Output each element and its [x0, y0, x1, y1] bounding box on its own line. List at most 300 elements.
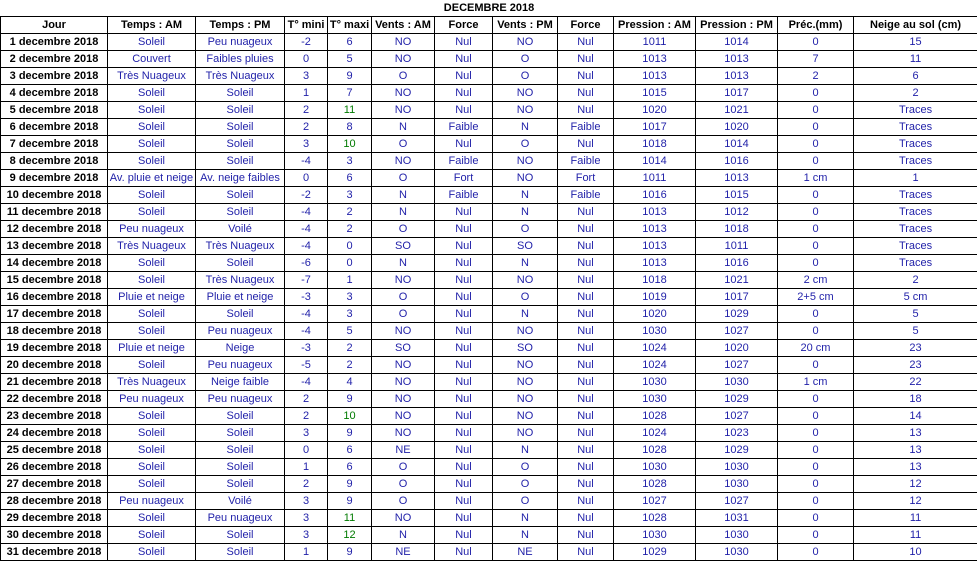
- cell-t-mini[interactable]: 2: [285, 119, 328, 136]
- cell-vents-pm[interactable]: SO: [493, 340, 558, 357]
- cell-t-maxi[interactable]: 3: [328, 153, 372, 170]
- cell-temps-pm[interactable]: Faibles pluies: [196, 51, 285, 68]
- cell-t-maxi[interactable]: 4: [328, 374, 372, 391]
- cell-vents-am[interactable]: NO: [372, 102, 435, 119]
- cell-neige-au-sol[interactable]: 14: [854, 408, 977, 425]
- cell-pression-am[interactable]: 1024: [614, 340, 696, 357]
- cell-vents-am[interactable]: NO: [372, 357, 435, 374]
- cell-vents-pm[interactable]: O: [493, 221, 558, 238]
- cell-day[interactable]: 27 decembre 2018: [1, 476, 108, 493]
- cell-pression-am[interactable]: 1030: [614, 391, 696, 408]
- cell-t-mini[interactable]: -7: [285, 272, 328, 289]
- cell-pression-am[interactable]: 1013: [614, 255, 696, 272]
- cell-temps-am[interactable]: Peu nuageux: [108, 493, 196, 510]
- cell-t-maxi[interactable]: 7: [328, 85, 372, 102]
- cell-vents-am[interactable]: NE: [372, 442, 435, 459]
- cell-vents-pm[interactable]: NO: [493, 85, 558, 102]
- cell-temps-pm[interactable]: Soleil: [196, 85, 285, 102]
- cell-neige-au-sol[interactable]: 11: [854, 51, 977, 68]
- cell-precipitation[interactable]: 2+5 cm: [778, 289, 854, 306]
- cell-day[interactable]: 29 decembre 2018: [1, 510, 108, 527]
- cell-temps-pm[interactable]: Soleil: [196, 442, 285, 459]
- cell-pression-am[interactable]: 1013: [614, 238, 696, 255]
- cell-pression-pm[interactable]: 1029: [696, 306, 778, 323]
- cell-force-pm[interactable]: Faible: [558, 187, 614, 204]
- cell-t-mini[interactable]: 2: [285, 408, 328, 425]
- cell-t-maxi[interactable]: 11: [328, 510, 372, 527]
- cell-t-mini[interactable]: 3: [285, 510, 328, 527]
- cell-pression-pm[interactable]: 1016: [696, 255, 778, 272]
- cell-vents-am[interactable]: N: [372, 187, 435, 204]
- cell-t-maxi[interactable]: 10: [328, 136, 372, 153]
- cell-t-maxi[interactable]: 2: [328, 204, 372, 221]
- cell-vents-am[interactable]: NO: [372, 85, 435, 102]
- cell-pression-pm[interactable]: 1011: [696, 238, 778, 255]
- cell-precipitation[interactable]: 2 cm: [778, 272, 854, 289]
- cell-pression-am[interactable]: 1024: [614, 425, 696, 442]
- cell-temps-pm[interactable]: Soleil: [196, 408, 285, 425]
- cell-neige-au-sol[interactable]: 13: [854, 442, 977, 459]
- cell-day[interactable]: 17 decembre 2018: [1, 306, 108, 323]
- cell-t-maxi[interactable]: 6: [328, 34, 372, 51]
- cell-temps-pm[interactable]: Peu nuageux: [196, 34, 285, 51]
- cell-pression-pm[interactable]: 1029: [696, 391, 778, 408]
- cell-neige-au-sol[interactable]: 13: [854, 425, 977, 442]
- cell-precipitation[interactable]: 0: [778, 204, 854, 221]
- cell-day[interactable]: 6 decembre 2018: [1, 119, 108, 136]
- cell-t-maxi[interactable]: 0: [328, 238, 372, 255]
- cell-day[interactable]: 26 decembre 2018: [1, 459, 108, 476]
- cell-temps-am[interactable]: Peu nuageux: [108, 221, 196, 238]
- cell-day[interactable]: 8 decembre 2018: [1, 153, 108, 170]
- cell-temps-pm[interactable]: Soleil: [196, 255, 285, 272]
- cell-t-maxi[interactable]: 2: [328, 340, 372, 357]
- cell-temps-pm[interactable]: Soleil: [196, 459, 285, 476]
- cell-temps-pm[interactable]: Très Nuageux: [196, 68, 285, 85]
- cell-t-maxi[interactable]: 12: [328, 527, 372, 544]
- cell-pression-pm[interactable]: 1014: [696, 136, 778, 153]
- cell-day[interactable]: 31 decembre 2018: [1, 544, 108, 561]
- cell-vents-pm[interactable]: NO: [493, 425, 558, 442]
- cell-vents-pm[interactable]: N: [493, 187, 558, 204]
- cell-t-maxi[interactable]: 2: [328, 357, 372, 374]
- cell-force-pm[interactable]: Faible: [558, 119, 614, 136]
- cell-t-mini[interactable]: -2: [285, 187, 328, 204]
- cell-precipitation[interactable]: 0: [778, 442, 854, 459]
- cell-pression-am[interactable]: 1020: [614, 306, 696, 323]
- cell-day[interactable]: 4 decembre 2018: [1, 85, 108, 102]
- cell-neige-au-sol[interactable]: 1: [854, 170, 977, 187]
- cell-t-mini[interactable]: 0: [285, 442, 328, 459]
- cell-force-pm[interactable]: Nul: [558, 323, 614, 340]
- cell-pression-am[interactable]: 1027: [614, 493, 696, 510]
- cell-vents-pm[interactable]: NO: [493, 153, 558, 170]
- cell-neige-au-sol[interactable]: 12: [854, 476, 977, 493]
- cell-force-am[interactable]: Nul: [435, 510, 493, 527]
- cell-temps-pm[interactable]: Très Nuageux: [196, 272, 285, 289]
- cell-force-am[interactable]: Nul: [435, 289, 493, 306]
- cell-precipitation[interactable]: 0: [778, 544, 854, 561]
- cell-force-pm[interactable]: Nul: [558, 442, 614, 459]
- cell-force-am[interactable]: Nul: [435, 408, 493, 425]
- cell-t-mini[interactable]: -3: [285, 340, 328, 357]
- cell-neige-au-sol[interactable]: 10: [854, 544, 977, 561]
- cell-day[interactable]: 28 decembre 2018: [1, 493, 108, 510]
- cell-force-am[interactable]: Nul: [435, 221, 493, 238]
- header-force-pm[interactable]: Force: [558, 17, 614, 34]
- cell-t-mini[interactable]: 0: [285, 170, 328, 187]
- cell-pression-am[interactable]: 1028: [614, 442, 696, 459]
- cell-vents-pm[interactable]: O: [493, 136, 558, 153]
- cell-vents-pm[interactable]: O: [493, 476, 558, 493]
- cell-vents-pm[interactable]: O: [493, 459, 558, 476]
- cell-neige-au-sol[interactable]: Traces: [854, 153, 977, 170]
- cell-day[interactable]: 7 decembre 2018: [1, 136, 108, 153]
- cell-day[interactable]: 16 decembre 2018: [1, 289, 108, 306]
- cell-t-mini[interactable]: 3: [285, 527, 328, 544]
- cell-precipitation[interactable]: 0: [778, 510, 854, 527]
- cell-vents-am[interactable]: NO: [372, 51, 435, 68]
- cell-temps-pm[interactable]: Soleil: [196, 544, 285, 561]
- cell-day[interactable]: 9 decembre 2018: [1, 170, 108, 187]
- cell-pression-pm[interactable]: 1020: [696, 340, 778, 357]
- cell-force-am[interactable]: Nul: [435, 459, 493, 476]
- cell-precipitation[interactable]: 0: [778, 85, 854, 102]
- cell-force-pm[interactable]: Faible: [558, 153, 614, 170]
- cell-day[interactable]: 20 decembre 2018: [1, 357, 108, 374]
- cell-day[interactable]: 13 decembre 2018: [1, 238, 108, 255]
- cell-temps-am[interactable]: Soleil: [108, 136, 196, 153]
- cell-neige-au-sol[interactable]: Traces: [854, 102, 977, 119]
- cell-neige-au-sol[interactable]: 5: [854, 323, 977, 340]
- cell-temps-am[interactable]: Soleil: [108, 357, 196, 374]
- cell-pression-am[interactable]: 1020: [614, 102, 696, 119]
- cell-force-am[interactable]: Nul: [435, 544, 493, 561]
- cell-day[interactable]: 21 decembre 2018: [1, 374, 108, 391]
- cell-t-maxi[interactable]: 9: [328, 68, 372, 85]
- cell-temps-am[interactable]: Av. pluie et neige: [108, 170, 196, 187]
- cell-vents-pm[interactable]: O: [493, 289, 558, 306]
- cell-t-mini[interactable]: 1: [285, 544, 328, 561]
- cell-precipitation[interactable]: 0: [778, 119, 854, 136]
- cell-t-mini[interactable]: -6: [285, 255, 328, 272]
- cell-pression-am[interactable]: 1028: [614, 476, 696, 493]
- cell-t-mini[interactable]: -4: [285, 204, 328, 221]
- cell-temps-pm[interactable]: Soleil: [196, 102, 285, 119]
- cell-precipitation[interactable]: 0: [778, 102, 854, 119]
- cell-t-maxi[interactable]: 10: [328, 408, 372, 425]
- cell-temps-pm[interactable]: Voilé: [196, 221, 285, 238]
- cell-neige-au-sol[interactable]: Traces: [854, 221, 977, 238]
- cell-neige-au-sol[interactable]: Traces: [854, 119, 977, 136]
- cell-vents-am[interactable]: NO: [372, 408, 435, 425]
- cell-temps-am[interactable]: Couvert: [108, 51, 196, 68]
- cell-precipitation[interactable]: 20 cm: [778, 340, 854, 357]
- cell-force-am[interactable]: Nul: [435, 306, 493, 323]
- cell-precipitation[interactable]: 0: [778, 306, 854, 323]
- cell-neige-au-sol[interactable]: 5 cm: [854, 289, 977, 306]
- cell-temps-am[interactable]: Soleil: [108, 459, 196, 476]
- cell-vents-am[interactable]: NO: [372, 374, 435, 391]
- cell-temps-pm[interactable]: Soleil: [196, 527, 285, 544]
- cell-vents-am[interactable]: O: [372, 459, 435, 476]
- cell-t-maxi[interactable]: 9: [328, 391, 372, 408]
- cell-precipitation[interactable]: 7: [778, 51, 854, 68]
- cell-temps-am[interactable]: Pluie et neige: [108, 340, 196, 357]
- cell-temps-am[interactable]: Soleil: [108, 408, 196, 425]
- cell-pression-pm[interactable]: 1031: [696, 510, 778, 527]
- cell-neige-au-sol[interactable]: 12: [854, 493, 977, 510]
- cell-vents-pm[interactable]: N: [493, 119, 558, 136]
- cell-pression-pm[interactable]: 1027: [696, 357, 778, 374]
- cell-t-maxi[interactable]: 6: [328, 170, 372, 187]
- cell-vents-pm[interactable]: NO: [493, 272, 558, 289]
- cell-vents-am[interactable]: O: [372, 221, 435, 238]
- cell-temps-am[interactable]: Soleil: [108, 204, 196, 221]
- cell-force-pm[interactable]: Nul: [558, 459, 614, 476]
- cell-pression-am[interactable]: 1029: [614, 544, 696, 561]
- cell-vents-pm[interactable]: NO: [493, 34, 558, 51]
- cell-force-am[interactable]: Nul: [435, 340, 493, 357]
- cell-force-pm[interactable]: Nul: [558, 136, 614, 153]
- cell-force-am[interactable]: Nul: [435, 102, 493, 119]
- cell-temps-pm[interactable]: Soleil: [196, 476, 285, 493]
- cell-temps-am[interactable]: Soleil: [108, 425, 196, 442]
- cell-vents-pm[interactable]: N: [493, 510, 558, 527]
- cell-vents-pm[interactable]: N: [493, 255, 558, 272]
- cell-temps-pm[interactable]: Soleil: [196, 153, 285, 170]
- cell-t-maxi[interactable]: 11: [328, 102, 372, 119]
- cell-vents-pm[interactable]: NO: [493, 170, 558, 187]
- cell-vents-pm[interactable]: NE: [493, 544, 558, 561]
- cell-pression-am[interactable]: 1028: [614, 510, 696, 527]
- cell-force-am[interactable]: Nul: [435, 34, 493, 51]
- cell-vents-am[interactable]: NO: [372, 272, 435, 289]
- cell-pression-pm[interactable]: 1030: [696, 527, 778, 544]
- cell-temps-am[interactable]: Soleil: [108, 527, 196, 544]
- header-vents-am[interactable]: Vents : AM: [372, 17, 435, 34]
- cell-day[interactable]: 24 decembre 2018: [1, 425, 108, 442]
- cell-day[interactable]: 30 decembre 2018: [1, 527, 108, 544]
- cell-t-maxi[interactable]: 3: [328, 306, 372, 323]
- cell-t-maxi[interactable]: 9: [328, 425, 372, 442]
- cell-vents-am[interactable]: NO: [372, 153, 435, 170]
- cell-t-maxi[interactable]: 9: [328, 476, 372, 493]
- cell-pression-am[interactable]: 1018: [614, 272, 696, 289]
- cell-t-mini[interactable]: -4: [285, 238, 328, 255]
- cell-temps-am[interactable]: Soleil: [108, 255, 196, 272]
- cell-vents-pm[interactable]: NO: [493, 408, 558, 425]
- cell-pression-am[interactable]: 1018: [614, 136, 696, 153]
- cell-vents-am[interactable]: NO: [372, 425, 435, 442]
- cell-day[interactable]: 14 decembre 2018: [1, 255, 108, 272]
- cell-pression-pm[interactable]: 1015: [696, 187, 778, 204]
- cell-temps-am[interactable]: Très Nuageux: [108, 238, 196, 255]
- cell-vents-am[interactable]: O: [372, 493, 435, 510]
- cell-pression-am[interactable]: 1017: [614, 119, 696, 136]
- header-t-maxi[interactable]: T° maxi: [328, 17, 372, 34]
- cell-pression-pm[interactable]: 1027: [696, 323, 778, 340]
- cell-precipitation[interactable]: 0: [778, 357, 854, 374]
- cell-t-maxi[interactable]: 5: [328, 51, 372, 68]
- cell-precipitation[interactable]: 0: [778, 425, 854, 442]
- cell-t-mini[interactable]: -3: [285, 289, 328, 306]
- cell-force-am[interactable]: Nul: [435, 323, 493, 340]
- cell-t-mini[interactable]: -5: [285, 357, 328, 374]
- cell-pression-pm[interactable]: 1030: [696, 459, 778, 476]
- cell-t-mini[interactable]: 3: [285, 136, 328, 153]
- cell-pression-am[interactable]: 1019: [614, 289, 696, 306]
- cell-temps-am[interactable]: Soleil: [108, 102, 196, 119]
- cell-force-pm[interactable]: Nul: [558, 340, 614, 357]
- cell-pression-am[interactable]: 1013: [614, 221, 696, 238]
- cell-t-maxi[interactable]: 6: [328, 459, 372, 476]
- cell-force-pm[interactable]: Nul: [558, 527, 614, 544]
- cell-force-am[interactable]: Nul: [435, 85, 493, 102]
- cell-vents-am[interactable]: O: [372, 289, 435, 306]
- cell-temps-am[interactable]: Soleil: [108, 306, 196, 323]
- cell-pression-pm[interactable]: 1016: [696, 153, 778, 170]
- cell-vents-am[interactable]: N: [372, 527, 435, 544]
- cell-force-pm[interactable]: Nul: [558, 102, 614, 119]
- cell-temps-pm[interactable]: Voilé: [196, 493, 285, 510]
- cell-temps-pm[interactable]: Pluie et neige: [196, 289, 285, 306]
- cell-day[interactable]: 10 decembre 2018: [1, 187, 108, 204]
- cell-day[interactable]: 25 decembre 2018: [1, 442, 108, 459]
- cell-force-pm[interactable]: Nul: [558, 238, 614, 255]
- cell-force-pm[interactable]: Nul: [558, 510, 614, 527]
- cell-pression-pm[interactable]: 1021: [696, 102, 778, 119]
- cell-t-mini[interactable]: -4: [285, 323, 328, 340]
- cell-temps-am[interactable]: Très Nuageux: [108, 68, 196, 85]
- cell-vents-am[interactable]: SO: [372, 340, 435, 357]
- cell-pression-pm[interactable]: 1017: [696, 85, 778, 102]
- cell-force-am[interactable]: Nul: [435, 272, 493, 289]
- cell-vents-pm[interactable]: NO: [493, 374, 558, 391]
- cell-vents-pm[interactable]: O: [493, 493, 558, 510]
- cell-temps-am[interactable]: Soleil: [108, 323, 196, 340]
- cell-t-mini[interactable]: 3: [285, 425, 328, 442]
- cell-precipitation[interactable]: 0: [778, 221, 854, 238]
- cell-vents-pm[interactable]: O: [493, 68, 558, 85]
- cell-pression-pm[interactable]: 1030: [696, 544, 778, 561]
- cell-pression-pm[interactable]: 1013: [696, 51, 778, 68]
- cell-temps-pm[interactable]: Soleil: [196, 204, 285, 221]
- cell-force-am[interactable]: Nul: [435, 442, 493, 459]
- cell-neige-au-sol[interactable]: 11: [854, 527, 977, 544]
- cell-force-am[interactable]: Nul: [435, 374, 493, 391]
- cell-temps-pm[interactable]: Peu nuageux: [196, 510, 285, 527]
- cell-vents-pm[interactable]: NO: [493, 323, 558, 340]
- cell-force-pm[interactable]: Nul: [558, 493, 614, 510]
- cell-force-am[interactable]: Nul: [435, 68, 493, 85]
- cell-t-mini[interactable]: 3: [285, 68, 328, 85]
- cell-day[interactable]: 1 decembre 2018: [1, 34, 108, 51]
- cell-temps-pm[interactable]: Neige: [196, 340, 285, 357]
- cell-precipitation[interactable]: 0: [778, 153, 854, 170]
- cell-t-maxi[interactable]: 9: [328, 544, 372, 561]
- cell-t-mini[interactable]: 2: [285, 102, 328, 119]
- cell-neige-au-sol[interactable]: 13: [854, 459, 977, 476]
- cell-vents-pm[interactable]: NO: [493, 102, 558, 119]
- cell-vents-am[interactable]: NO: [372, 510, 435, 527]
- cell-vents-am[interactable]: O: [372, 476, 435, 493]
- cell-neige-au-sol[interactable]: Traces: [854, 136, 977, 153]
- cell-force-pm[interactable]: Nul: [558, 272, 614, 289]
- cell-t-maxi[interactable]: 8: [328, 119, 372, 136]
- cell-precipitation[interactable]: 0: [778, 136, 854, 153]
- header-jour[interactable]: Jour: [1, 17, 108, 34]
- cell-pression-am[interactable]: 1030: [614, 374, 696, 391]
- cell-t-mini[interactable]: 2: [285, 476, 328, 493]
- cell-neige-au-sol[interactable]: 15: [854, 34, 977, 51]
- cell-temps-pm[interactable]: Soleil: [196, 425, 285, 442]
- cell-pression-am[interactable]: 1016: [614, 187, 696, 204]
- cell-temps-am[interactable]: Soleil: [108, 85, 196, 102]
- cell-temps-pm[interactable]: Neige faible: [196, 374, 285, 391]
- cell-force-pm[interactable]: Nul: [558, 289, 614, 306]
- cell-t-mini[interactable]: -4: [285, 374, 328, 391]
- cell-temps-pm[interactable]: Très Nuageux: [196, 238, 285, 255]
- cell-neige-au-sol[interactable]: Traces: [854, 187, 977, 204]
- header-pression-pm[interactable]: Pression : PM: [696, 17, 778, 34]
- header-t-mini[interactable]: T° mini: [285, 17, 328, 34]
- cell-temps-am[interactable]: Soleil: [108, 153, 196, 170]
- sheet-title[interactable]: DECEMBRE 2018: [1, 0, 977, 17]
- cell-force-am[interactable]: Nul: [435, 357, 493, 374]
- cell-force-pm[interactable]: Nul: [558, 391, 614, 408]
- cell-pression-pm[interactable]: 1013: [696, 68, 778, 85]
- cell-temps-pm[interactable]: Soleil: [196, 136, 285, 153]
- cell-neige-au-sol[interactable]: 2: [854, 85, 977, 102]
- cell-force-pm[interactable]: Nul: [558, 408, 614, 425]
- cell-pression-pm[interactable]: 1027: [696, 493, 778, 510]
- cell-precipitation[interactable]: 1 cm: [778, 170, 854, 187]
- header-neige-au-sol[interactable]: Neige au sol (cm): [854, 17, 977, 34]
- cell-vents-pm[interactable]: N: [493, 306, 558, 323]
- cell-precipitation[interactable]: 0: [778, 238, 854, 255]
- cell-pression-pm[interactable]: 1023: [696, 425, 778, 442]
- cell-pression-pm[interactable]: 1014: [696, 34, 778, 51]
- cell-vents-am[interactable]: O: [372, 68, 435, 85]
- cell-vents-am[interactable]: O: [372, 306, 435, 323]
- cell-t-maxi[interactable]: 2: [328, 221, 372, 238]
- cell-force-pm[interactable]: Nul: [558, 204, 614, 221]
- cell-force-am[interactable]: Nul: [435, 204, 493, 221]
- cell-pression-am[interactable]: 1011: [614, 34, 696, 51]
- cell-force-am[interactable]: Nul: [435, 493, 493, 510]
- cell-temps-am[interactable]: Soleil: [108, 510, 196, 527]
- cell-temps-am[interactable]: Soleil: [108, 187, 196, 204]
- cell-neige-au-sol[interactable]: 23: [854, 357, 977, 374]
- cell-neige-au-sol[interactable]: 22: [854, 374, 977, 391]
- cell-pression-am[interactable]: 1013: [614, 51, 696, 68]
- cell-temps-am[interactable]: Soleil: [108, 476, 196, 493]
- cell-pression-pm[interactable]: 1030: [696, 476, 778, 493]
- cell-pression-pm[interactable]: 1029: [696, 442, 778, 459]
- cell-precipitation[interactable]: 0: [778, 527, 854, 544]
- cell-t-maxi[interactable]: 9: [328, 493, 372, 510]
- cell-vents-am[interactable]: N: [372, 204, 435, 221]
- cell-t-mini[interactable]: 0: [285, 51, 328, 68]
- cell-day[interactable]: 19 decembre 2018: [1, 340, 108, 357]
- cell-pression-pm[interactable]: 1018: [696, 221, 778, 238]
- cell-force-pm[interactable]: Nul: [558, 306, 614, 323]
- cell-neige-au-sol[interactable]: 23: [854, 340, 977, 357]
- cell-vents-pm[interactable]: N: [493, 442, 558, 459]
- cell-precipitation[interactable]: 0: [778, 323, 854, 340]
- cell-neige-au-sol[interactable]: Traces: [854, 204, 977, 221]
